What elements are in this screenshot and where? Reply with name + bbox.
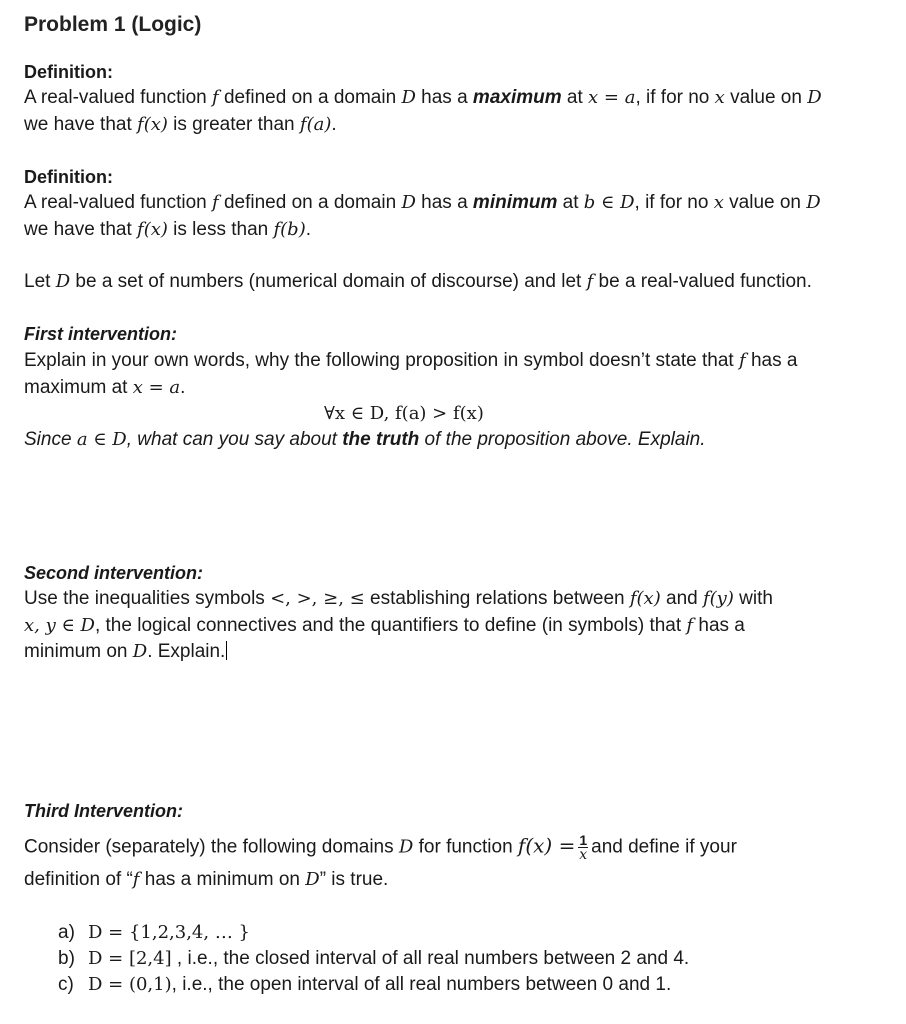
- first-intervention-line-1: Explain in your own words, why the following proposition in symbol doesn’t state that f has a: [24, 350, 798, 371]
- domain-item-a: a) D = {1,2,3,4, … }: [58, 922, 250, 943]
- one-over-x-fraction: $\frac{1}{x}$: [579, 832, 588, 863]
- domain-item-c: c) D = (0,1), i.e., the open interval of all real numbers between 0 and 1.: [58, 974, 672, 995]
- second-intervention-line-3: minimum on D. Explain.: [24, 641, 226, 662]
- proposition-formula: ∀x ∈ D, f(a) > f(x): [324, 403, 484, 424]
- definition-2-line-2: we have that f(x) is less than f(b).: [24, 219, 312, 240]
- second-intervention-heading: Second intervention:: [24, 563, 204, 583]
- first-intervention-line-2: maximum at x = a.: [24, 377, 186, 398]
- third-intervention-line-1: Consider (separately) the following domains D for function f(x) = $\frac{1}{x}$ and define if your: [24, 832, 737, 863]
- third-intervention-heading: Third Intervention:: [24, 801, 183, 821]
- definition-1-line-1: A real-valued function f defined on a domain D has a maximum at x = a, if for no x value on D: [24, 87, 822, 108]
- definition-2-heading: Definition:: [24, 167, 113, 187]
- first-intervention-question: Since a ∈ D, what can you say about the truth of the proposition above. Explain.: [24, 429, 706, 450]
- minimum-keyword: minimum: [472, 192, 558, 213]
- first-intervention-heading: First intervention:: [24, 324, 178, 344]
- third-intervention-line-2: definition of “f has a minimum on D” is true.: [24, 869, 389, 890]
- definition-2-line-1: A real-valued function f defined on a domain D has a minimum at b ∈ D, if for no x value on D: [24, 192, 821, 213]
- definition-1-heading: Definition:: [24, 62, 113, 82]
- domain-item-b: b) D = [2,4] , i.e., the closed interval of all real numbers between 2 and 4.: [58, 948, 690, 969]
- text-cursor: [226, 641, 227, 660]
- definition-1-line-2: we have that f(x) is greater than f(a).: [24, 114, 337, 135]
- truth-emphasis: the truth: [342, 429, 420, 450]
- second-intervention-line-1: Use the inequalities symbols <, >, ≥, ≤ establishing relations between f(x) and f(y) with: [24, 588, 773, 609]
- let-d-statement: Let D be a set of numbers (numerical domain of discourse) and let f be a real-valued function.: [24, 271, 812, 292]
- problem-title: Problem 1 (Logic): [24, 13, 202, 36]
- maximum-keyword: maximum: [472, 87, 562, 108]
- second-intervention-line-2: x, y ∈ D, the logical connectives and the quantifiers to define (in symbols) that f has a: [24, 615, 745, 636]
